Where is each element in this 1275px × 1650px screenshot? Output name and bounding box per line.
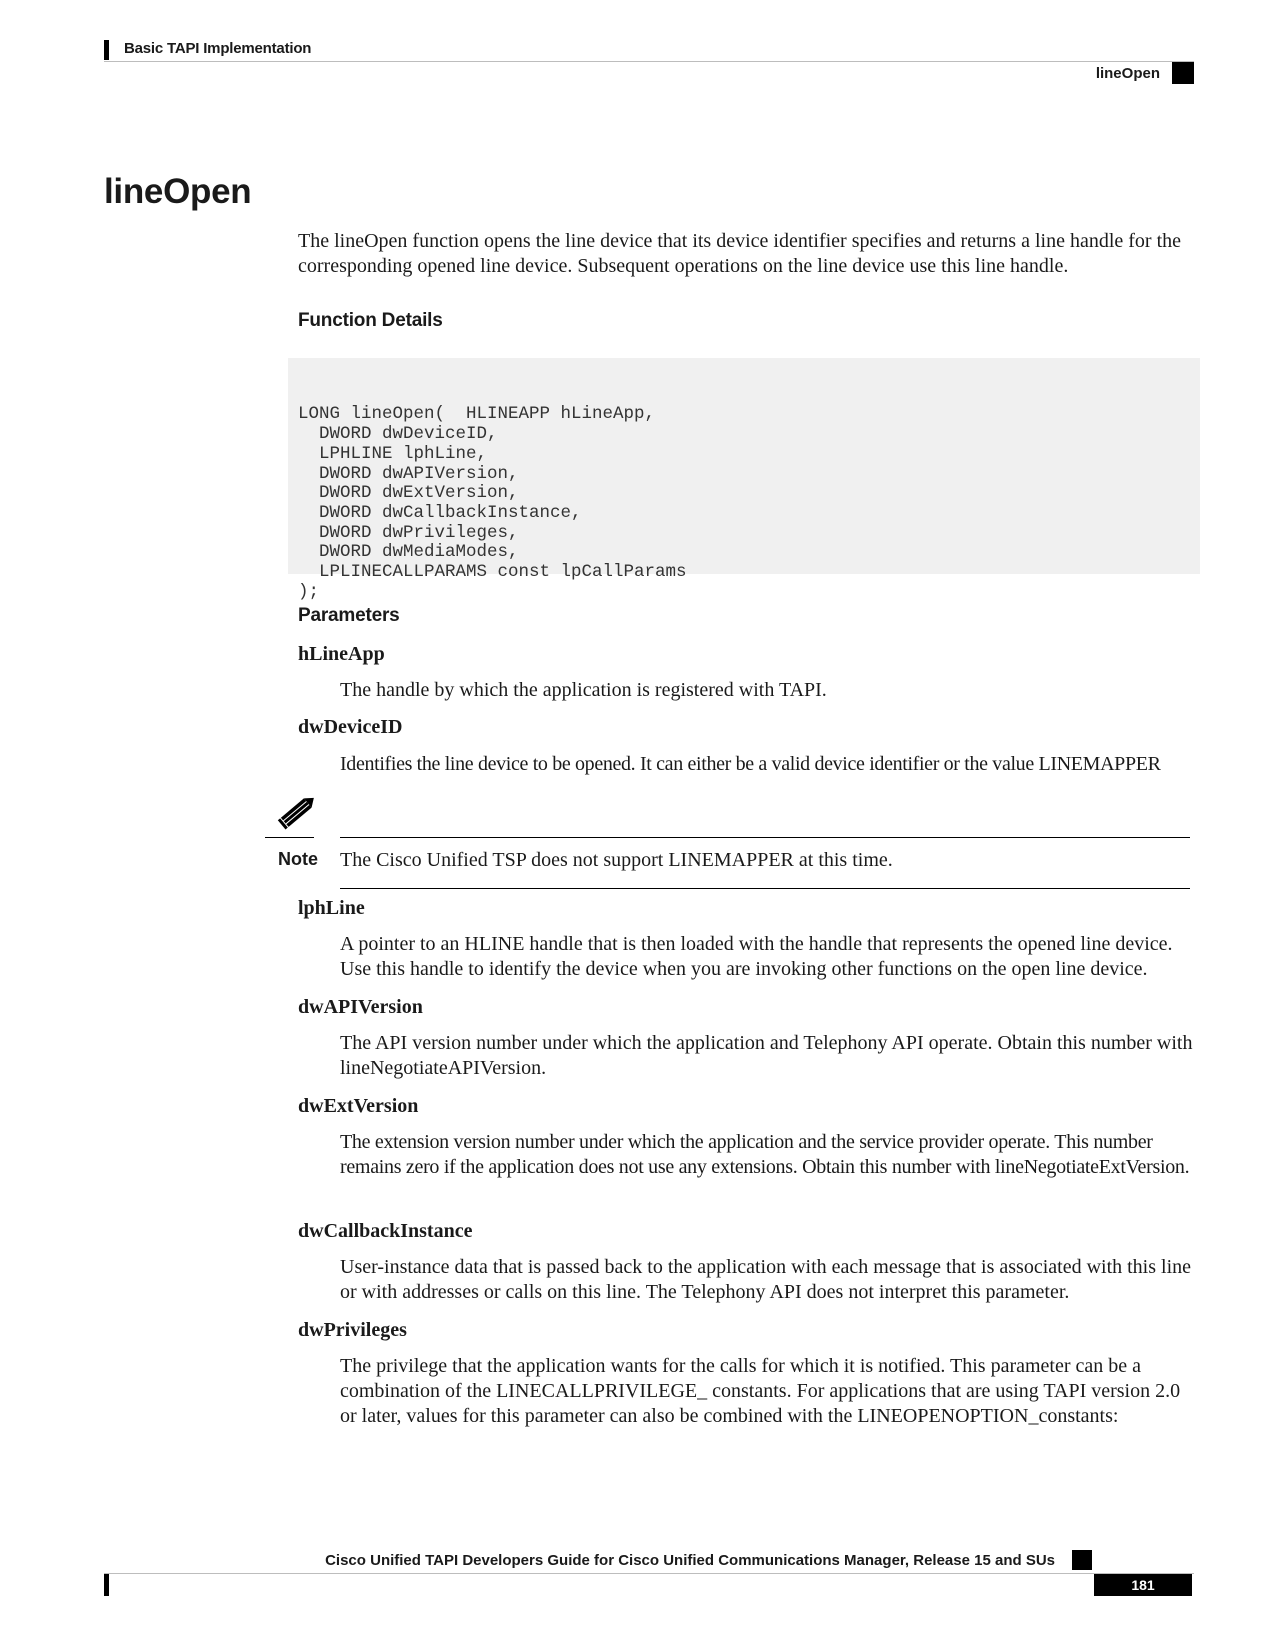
footer-bar-marker [104,1574,109,1596]
code-line: ); [298,581,320,602]
param-desc-dwextversion: The extension version number under which the application and the service provider operate. This number remains zero if the application does not use any extensions. Obtain this number with lineNegotiateExtVersion. [340,1131,1190,1178]
header-topic: lineOpen [1095,65,1160,82]
header-divider [104,61,1194,62]
header-square-marker [1172,62,1194,84]
note-divider-top [340,837,1190,838]
param-desc-dwprivileges: The privilege that the application wants for the calls for which it is notified. This parameter can be a combination of the LINECALLPRIVILEGE_ constants. For applications that are using TAPI version 2.0 or later, values for this parameter can also be combined with the LINEOPENOPTION_constants: [340,1355,1181,1427]
footer-divider [104,1573,1194,1574]
param-name-hlineapp: hLineApp [298,643,385,665]
note-text: The Cisco Unified TSP does not support LINEMAPPER at this time. [340,849,893,871]
note-label: Note [278,849,318,869]
param-desc-dwdeviceid: Identifies the line device to be opened. It can either be a valid device identifier or the value LINEMAPPER [340,753,1161,775]
param-name-dwapiversion: dwAPIVersion [298,996,423,1018]
code-line: LONG lineOpen( HLINEAPP hLineApp, [298,404,656,425]
footer-square-marker [1072,1550,1092,1570]
code-line: DWORD dwAPIVersion, [298,463,519,484]
note-divider-bottom [340,888,1190,889]
param-name-dwcallbackinstance: dwCallbackInstance [298,1220,473,1242]
param-name-dwextversion: dwExtVersion [298,1095,419,1117]
intro-paragraph: The lineOpen function opens the line device that its device identifier specifies and returns a line handle for the corresponding opened line device. Subsequent operations on the line device use this line handle. [298,230,1182,277]
page-title: lineOpen [104,172,252,211]
parameters-heading: Parameters [298,605,400,626]
page-number: 181 [1094,1574,1192,1596]
param-desc-dwcallbackinstance: User-instance data that is passed back to the application with each message that is associated with this line or with addresses or calls on this line. The Telephony API does not interpret this parameter. [340,1256,1192,1303]
header-bar-marker [104,40,109,60]
code-line: DWORD dwMediaModes, [298,542,519,563]
param-name-dwdeviceid: dwDeviceID [298,716,403,738]
pencil-icon [275,792,319,832]
function-signature-code [288,358,1200,602]
footer-document-title: Cisco Unified TAPI Developers Guide for Cisco Unified Communications Manager, Release 15 and SUs [325,1552,1055,1569]
function-details-heading: Function Details [298,310,443,331]
code-line: LPLINECALLPARAMS const lpCallParams [298,562,687,583]
note-divider-left [265,837,314,838]
code-line: DWORD dwPrivileges, [298,522,519,543]
header-section-title: Basic TAPI Implementation [124,40,312,57]
param-desc-lphline: A pointer to an HLINE handle that is then loaded with the handle that represents the opened line device. Use this handle to identify the device when you are invoking other functions on the open line device. [340,933,1173,980]
param-name-lphline: lphLine [298,897,365,919]
code-line: DWORD dwCallbackInstance, [298,502,582,523]
param-desc-hlineapp: The handle by which the application is registered with TAPI. [340,679,827,701]
code-line: DWORD dwExtVersion, [298,483,519,504]
param-name-dwprivileges: dwPrivileges [298,1319,407,1341]
code-line: LPHLINE lphLine, [298,443,488,464]
param-desc-dwapiversion: The API version number under which the application and Telephony API operate. Obtain this number with lineNegotiateAPIVersion. [340,1032,1193,1079]
code-line: DWORD dwDeviceID, [298,424,498,445]
